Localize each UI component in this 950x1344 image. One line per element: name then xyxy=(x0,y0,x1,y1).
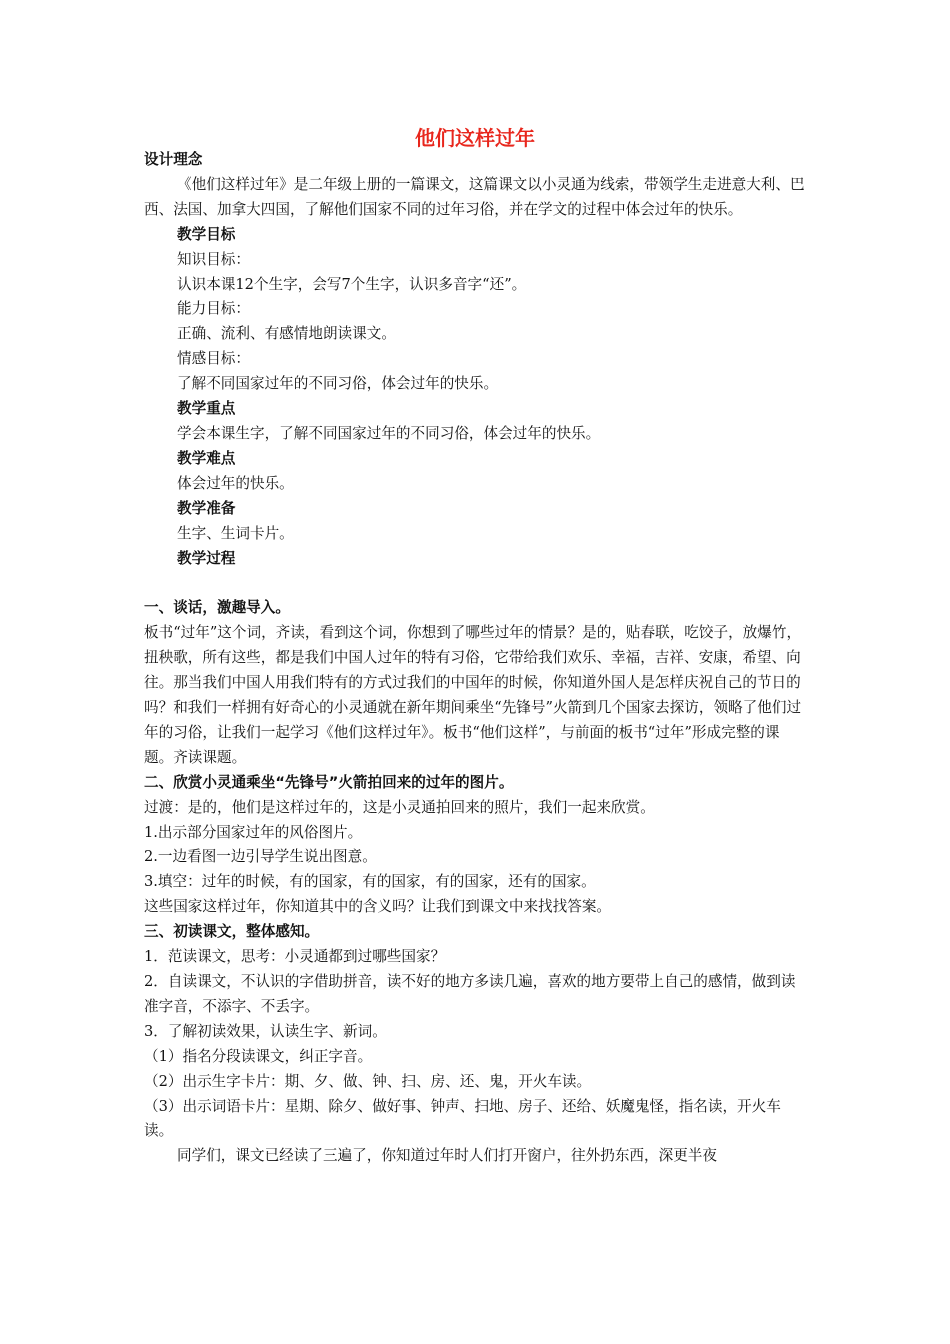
section-2-item-1: 1.出示部分国家过年的风俗图片。 xyxy=(144,823,363,841)
ability-goal-text: 正确、流利、有感情地朗读课文。 xyxy=(177,325,396,343)
section-2-item-2: 2.一边看图一边引导学生说出图意。 xyxy=(144,848,377,866)
section-3-sub-1: （1）指名分段读课文，纠正字音。 xyxy=(144,1047,373,1065)
section-1-paragraph: 板书“过年”这个词，齐读，看到这个词，你想到了哪些过年的情景？是的，贴春联，吃饺子，放爆竹，扭秧歌，所有这些，都是我们中国人过年的特有习俗，它带给我们欢乐、幸福，吉祥、安康，希望、向往。那当我们中国人用我们特有的方式过我们的中国年的时候，你知道外国人是怎样庆祝自己的节日的吗？和我们一样拥有好奇心的小灵通就在新年期间乘坐“先锋号”火箭到几个国家去探访，领略了他们过年的习俗，让我们一起学习《他们这样过年》。板书“他们这样”，与前面的板书“过年”形成完整的课题。齐读课题。 xyxy=(144,624,802,766)
ability-goal-label: 能力目标： xyxy=(177,300,250,318)
section-2-transition: 过渡：是的，他们是这样过年的，这是小灵通拍回来的照片，我们一起来欣赏。 xyxy=(144,798,655,816)
emotion-goal-text: 了解不同国家过年的不同习俗，体会过年的快乐。 xyxy=(177,375,499,393)
key-heading: 教学重点 xyxy=(177,400,236,418)
difficulty-text: 体会过年的快乐。 xyxy=(177,474,294,492)
section-3-last-paragraph: 同学们，课文已经读了三遍了，你知道过年时人们打开窗户，往外扔东西，深更半夜 xyxy=(177,1147,717,1165)
section-1-heading: 一、谈话，激趣导入。 xyxy=(144,599,290,617)
section-3-item-1: 1．范读课文，思考：小灵通都到过哪些国家？ xyxy=(144,948,446,966)
goals-heading: 教学目标 xyxy=(177,225,236,243)
design-paragraph: 《他们这样过年》是二年级上册的一篇课文，这篇课文以小灵通为线索，带领学生走进意大利、巴西、法国、加拿大四国，了解他们国家不同的过年习俗，并在学文的过程中体会过年的快乐。 xyxy=(144,175,805,218)
section-3-heading: 三、初读课文，整体感知。 xyxy=(144,923,320,941)
section-3-item-3: 3．了解初读效果，认读生字、新词。 xyxy=(144,1022,387,1040)
key-text: 学会本课生字，了解不同国家过年的不同习俗，体会过年的快乐。 xyxy=(177,424,601,442)
section-2-heading: 二、欣赏小灵通乘坐“先锋号”火箭拍回来的过年的图片。 xyxy=(144,773,514,791)
document-body xyxy=(144,148,808,1169)
section-2-item-3: 3.填空：过年的时候，有的国家，有的国家，有的国家，还有的国家。 xyxy=(144,873,596,891)
difficulty-heading: 教学难点 xyxy=(177,449,236,467)
section-3-item-2: 2．自读课文，不认识的字借助拼音，读不好的地方多读几遍，喜欢的地方要带上自己的感情，做到读准字音，不添字、不丢字。 xyxy=(144,973,796,1015)
section-3-sub-2: （2）出示生字卡片：期、夕、做、钟、扫、房、还、鬼，开火车读。 xyxy=(144,1072,592,1090)
prep-heading: 教学准备 xyxy=(177,499,236,517)
section-2-closing: 这些国家这样过年，你知道其中的含义吗？让我们到课文中来找找答案。 xyxy=(144,898,612,916)
document-title: 他们这样过年 xyxy=(415,126,535,150)
prep-text: 生字、生词卡片。 xyxy=(177,524,294,542)
section-3-sub-3: （3）出示词语卡片：星期、除夕、做好事、钟声、扫地、房子、还给、妖魔鬼怪，指名读，开火车读。 xyxy=(144,1097,781,1140)
knowledge-goal-label: 知识目标： xyxy=(177,250,250,268)
knowledge-goal-text: 认识本课12个生字，会写7个生字，认识多音字“还”。 xyxy=(177,275,527,293)
design-heading: 设计理念 xyxy=(144,151,203,168)
blank-line xyxy=(144,571,808,596)
emotion-goal-label: 情感目标： xyxy=(177,350,250,368)
process-heading: 教学过程 xyxy=(177,549,236,567)
